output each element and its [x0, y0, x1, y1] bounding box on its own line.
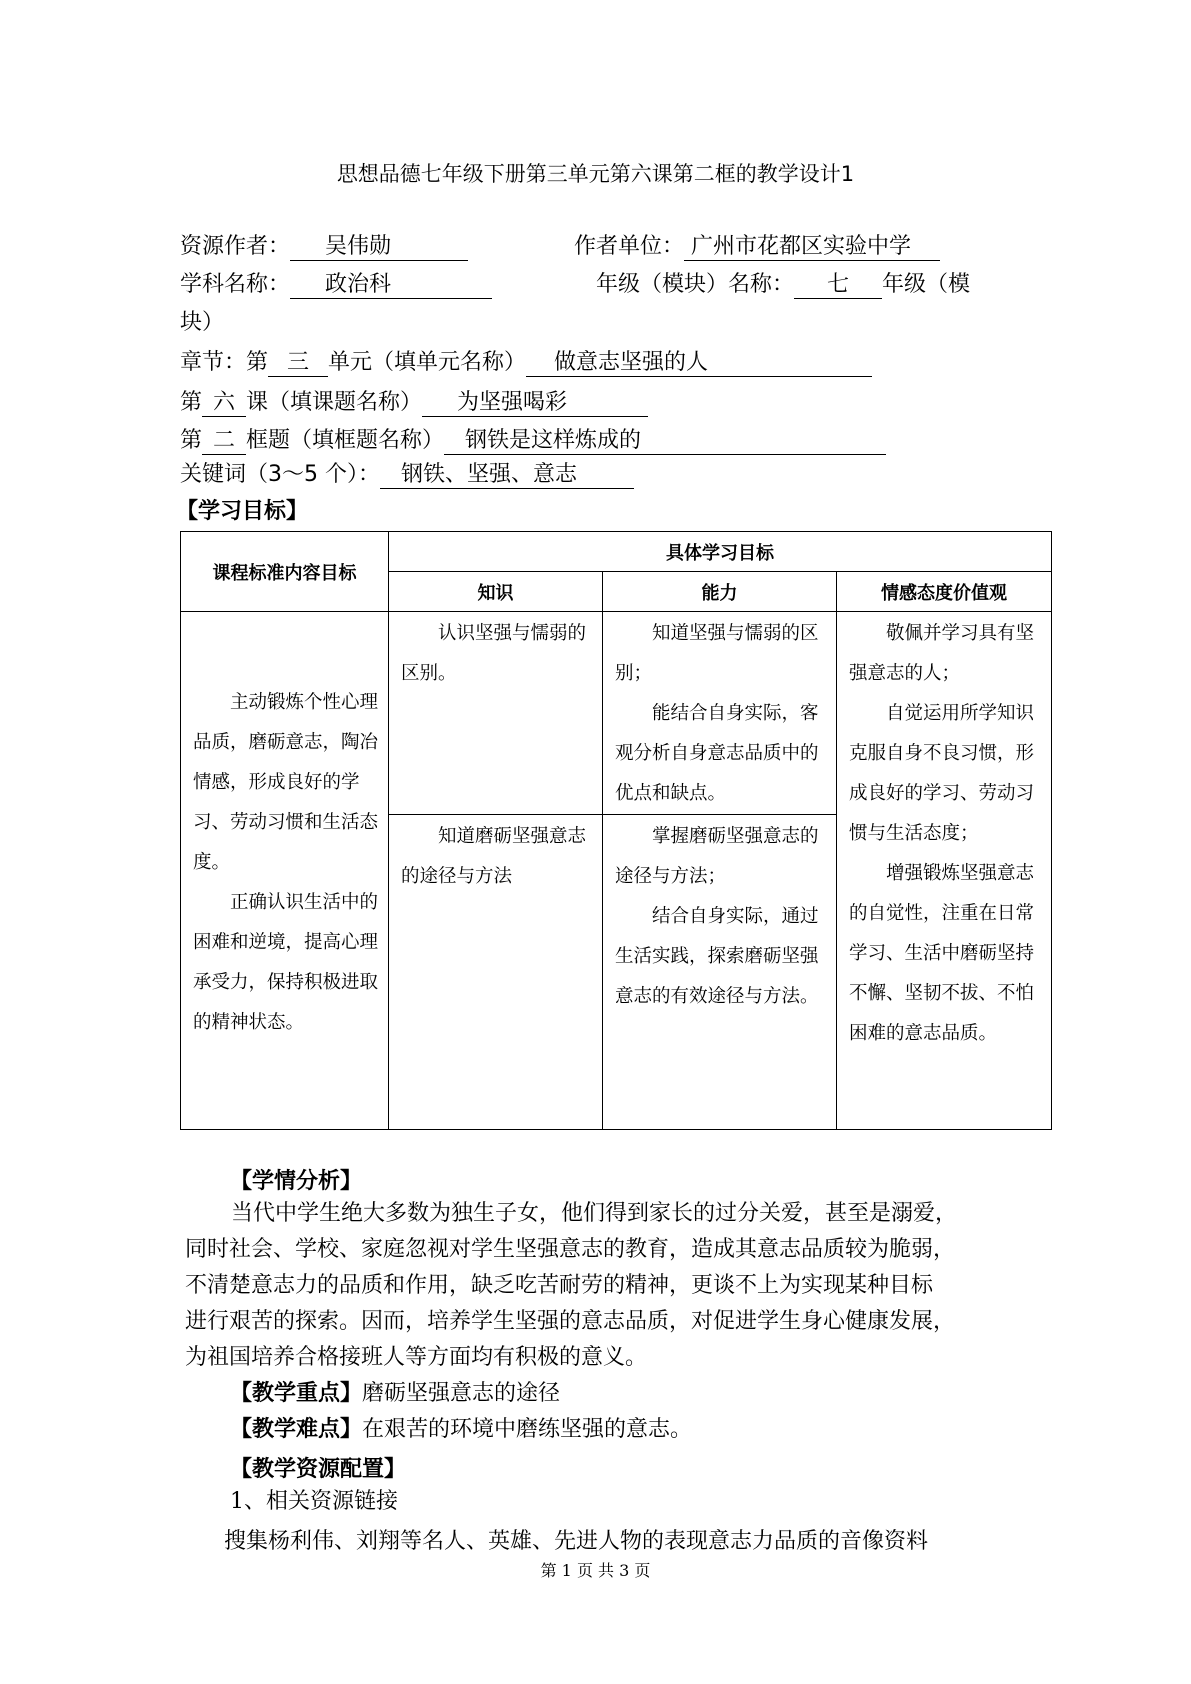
chapter-line: 章节：第 三 单元（填单元名称） 做意志坚强的人	[180, 348, 872, 378]
learning-goals-table	[180, 531, 1052, 1130]
header-ability: 能力	[603, 572, 837, 612]
author-label: 资源作者：	[180, 234, 291, 259]
analysis-line: 进行艰苦的探索。因而，培养学生坚强的意志品质，对促进学生身心健康发展，	[185, 1309, 956, 1334]
keywords-line: 关键词（3～5 个）： 钢铁、坚强、意志	[180, 460, 634, 490]
cell-ability-1: 知道坚强与懦弱的区别； 能结合自身实际，客观分析自身意志品质中的优点和缺点。	[603, 612, 837, 815]
header-emotion: 情感态度价值观	[837, 572, 1052, 612]
lesson-name: 为坚强喝彩	[422, 390, 648, 417]
cell-standard	[181, 612, 389, 1130]
grade-value: 七	[794, 272, 882, 299]
keywords-value: 钢铁、坚强、意志	[380, 462, 634, 489]
unit-value: 广州市花都区实验中学	[684, 234, 940, 261]
difficulty-text: 在艰苦的环境中磨练坚强的意志。	[362, 1417, 693, 1442]
author-line	[180, 232, 468, 262]
header-specific: 具体学习目标	[389, 532, 1052, 572]
page-footer: 第 1 页 共 3 页	[540, 1561, 651, 1580]
difficulty-line	[230, 1412, 692, 1448]
grade-suffix: 年级（模	[882, 272, 971, 297]
lesson-number: 六	[202, 390, 246, 417]
grade-suffix-line: 块）	[180, 310, 225, 335]
subject-line	[180, 270, 492, 300]
author-value: 吴伟勋	[290, 234, 468, 261]
cell-knowledge-2: 知道磨砺坚强意志的途径与方法	[389, 815, 603, 1130]
cell-knowledge-1: 认识坚强与懦弱的区别。	[389, 612, 603, 815]
chapter-name: 做意志坚强的人	[526, 350, 872, 377]
key-point-line	[230, 1376, 560, 1412]
analysis-line: 同时社会、学校、家庭忽视对学生坚强意志的教育，造成其意志品质较为脆弱，	[185, 1237, 956, 1262]
difficulty-label: 【教学难点】	[230, 1417, 363, 1442]
analysis-line: 为祖国培养合格接班人等方面均有积极的意义。	[185, 1345, 648, 1370]
analysis-body	[185, 1196, 957, 1376]
subject-value: 政治科	[290, 272, 492, 299]
key-point-text: 磨砺坚强意志的途径	[362, 1381, 561, 1406]
key-point-label: 【教学重点】	[230, 1381, 363, 1406]
analysis-line: 当代中学生绝大多数为独生子女，他们得到家长的过分关爱，甚至是溺爱，	[231, 1201, 958, 1226]
frame-number: 二	[202, 428, 246, 455]
header-standard: 课程标准内容目标	[181, 532, 389, 612]
grade-line	[596, 270, 970, 300]
resources-heading: 【教学资源配置】	[230, 1457, 407, 1482]
lesson-line: 第 六 课（填课题名称） 为坚强喝彩	[180, 388, 648, 418]
standard-paragraph-2: 正确认识生活中的困难和逆境，提高心理承受力，保持积极进取的精神状态。	[193, 891, 379, 1033]
grade-label: 年级（模块）名称：	[596, 272, 795, 297]
subject-label: 学科名称：	[180, 272, 291, 297]
frame-line: 第 二 框题（填框题名称） 钢铁是这样炼成的	[180, 426, 886, 456]
resources-item-1: 1、相关资源链接	[230, 1489, 398, 1514]
frame-name: 钢铁是这样炼成的	[444, 428, 886, 455]
cell-emotion: 敬佩并学习具有坚强意志的人； 自觉运用所学知识克服自身不良习惯，形成良好的学习、劳动习惯与生活态度； 增强锻炼坚强意志的自觉性，注重在日常学习、生活中磨砺坚持不懈、坚韧不拔、不怕困难的意志品质。	[837, 612, 1052, 1130]
unit-line	[574, 232, 940, 262]
document-title: 思想品德七年级下册第三单元第六课第二框的教学设计1	[336, 162, 855, 186]
chapter-number: 三	[268, 350, 328, 377]
unit-label: 作者单位：	[574, 234, 685, 259]
cell-ability-2: 掌握磨砺坚强意志的途径与方法； 结合自身实际，通过生活实践，探索磨砺坚强意志的有效途径与方法。	[603, 815, 837, 1130]
standard-paragraph-1: 主动锻炼个性心理品质，磨砺意志，陶冶情感，形成良好的学习、劳动习惯和生活态度。	[193, 691, 379, 873]
goals-heading: 【学习目标】	[176, 499, 309, 524]
resources-text: 搜集杨利伟、刘翔等名人、英雄、先进人物的表现意志力品质的音像资料	[224, 1529, 929, 1554]
header-knowledge: 知识	[389, 572, 603, 612]
analysis-heading: 【学情分析】	[230, 1169, 363, 1194]
analysis-line: 不清楚意志力的品质和作用，缺乏吃苦耐劳的精神，更谈不上为实现某种目标	[185, 1273, 934, 1298]
